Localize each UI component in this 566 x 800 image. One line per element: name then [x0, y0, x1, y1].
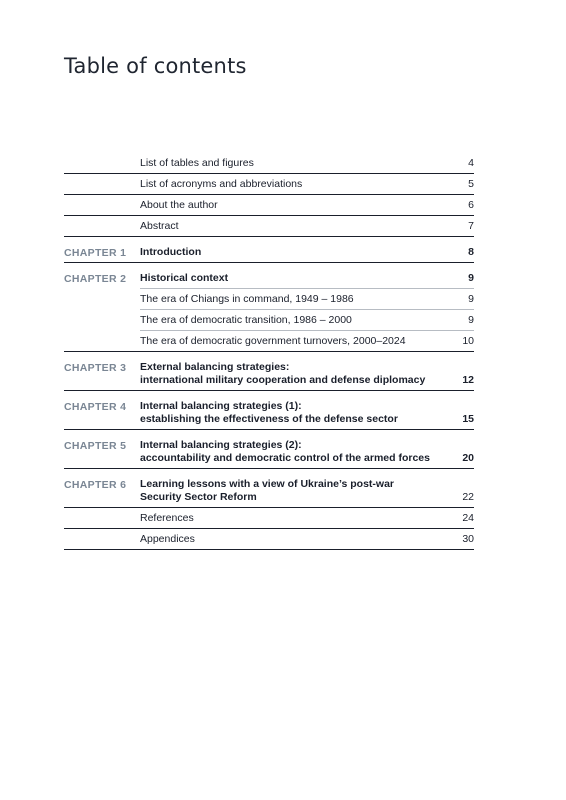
chapter-title: Introduction [140, 246, 202, 258]
toc-entry-label: References [140, 512, 194, 524]
chapter-label: CHAPTER 5 [64, 440, 127, 452]
section-title: The era of Chiangs in command, 1949 – 1986 [140, 293, 354, 305]
toc-section-democratic-transition[interactable] [64, 310, 474, 331]
toc-entry-list-of-acronyms[interactable] [64, 174, 474, 195]
chapter-title-line-1: External balancing strategies: [140, 361, 290, 373]
chapter-title-line-2: accountability and democratic control of the armed forces [140, 452, 430, 464]
toc-page-number: 12 [462, 374, 474, 386]
chapter-title-line-2: international military cooperation and defense diplomacy [140, 374, 426, 386]
section-title: The era of democratic transition, 1986 – 2000 [140, 314, 352, 326]
toc-chapter-6[interactable] [64, 474, 474, 508]
toc-page-number: 24 [462, 512, 474, 524]
toc-entry-label: About the author [140, 199, 218, 211]
toc-page-number: 30 [462, 533, 474, 545]
chapter-title-line-1: Learning lessons with a view of Ukraine’s post-war [140, 478, 395, 490]
toc-entry-about-author[interactable] [64, 195, 474, 216]
chapter-title-line-1: Internal balancing strategies (2): [140, 439, 302, 451]
chapter-title-line-2: Security Sector Reform [140, 491, 257, 503]
toc-page-number: 7 [468, 220, 474, 232]
toc-entry-list-of-tables[interactable] [64, 153, 474, 174]
toc-chapter-3[interactable] [64, 357, 474, 391]
toc-section-chiangs[interactable] [64, 289, 474, 310]
chapter-label: CHAPTER 3 [64, 362, 127, 374]
toc-chapter-2-block [64, 268, 474, 352]
toc-entry-label: Abstract [140, 220, 179, 232]
toc-chapter-2[interactable] [64, 268, 474, 289]
chapter-label: CHAPTER 1 [64, 247, 127, 259]
toc-entry-references[interactable] [64, 508, 474, 529]
toc-chapter-1[interactable] [64, 242, 474, 263]
toc-chapter-4[interactable] [64, 396, 474, 430]
toc-page-number: 4 [468, 157, 474, 169]
chapter-title-line-2: establishing the effectiveness of the defense sector [140, 413, 398, 425]
toc-page-number: 8 [468, 246, 474, 258]
toc-entry-label: List of acronyms and abbreviations [140, 178, 303, 190]
page-title: Table of contents [64, 54, 247, 78]
toc-page-number: 10 [462, 335, 474, 347]
toc-page-number: 6 [468, 199, 474, 211]
toc-page-number: 9 [468, 272, 474, 284]
toc-entry-abstract[interactable] [64, 216, 474, 237]
chapter-label: CHAPTER 4 [64, 401, 127, 413]
toc-page-number: 20 [462, 452, 474, 464]
chapter-title-line-1: Internal balancing strategies (1): [140, 400, 302, 412]
toc-chapter-5[interactable] [64, 435, 474, 469]
toc-page-number: 9 [468, 293, 474, 305]
toc-section-government-turnovers[interactable] [64, 331, 474, 351]
chapter-title: Historical context [140, 272, 229, 284]
toc-page-number: 9 [468, 314, 474, 326]
chapter-label: CHAPTER 2 [64, 273, 127, 285]
toc-page-number: 15 [462, 413, 474, 425]
chapter-label: CHAPTER 6 [64, 479, 127, 491]
table-of-contents [64, 153, 474, 550]
toc-page-number: 22 [462, 491, 474, 503]
toc-page-number: 5 [468, 178, 474, 190]
section-title: The era of democratic government turnovers, 2000–2024 [140, 335, 406, 347]
toc-entry-label: Appendices [140, 533, 195, 545]
toc-entry-label: List of tables and figures [140, 157, 254, 169]
toc-entry-appendices[interactable] [64, 529, 474, 550]
